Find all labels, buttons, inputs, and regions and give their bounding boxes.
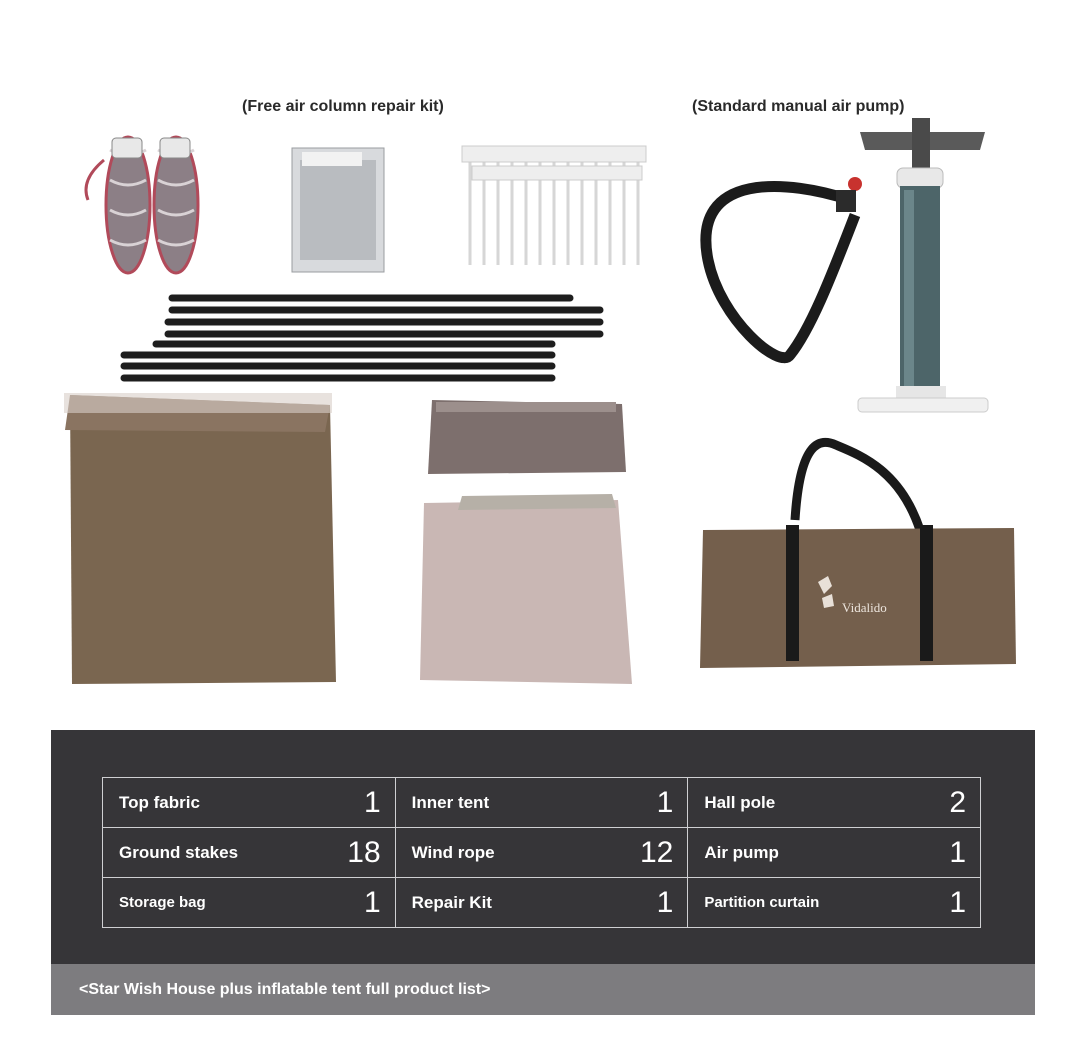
table-cell	[688, 828, 981, 878]
table-cell	[103, 828, 396, 878]
item-quantity: 2	[949, 785, 966, 819]
item-quantity: 1	[656, 785, 674, 819]
air-pump	[858, 118, 988, 412]
ground-stakes	[462, 146, 646, 265]
table-cell	[395, 778, 688, 828]
bag-logo: Vidalido	[842, 600, 887, 615]
storage-bag	[700, 442, 1016, 668]
item-quantity: 1	[949, 885, 966, 919]
table-row	[103, 828, 981, 878]
item-label: Air pump	[704, 842, 779, 862]
table-cell	[103, 878, 396, 928]
product-list-panel	[51, 730, 1035, 1015]
table-row	[103, 778, 981, 828]
item-label: Ground stakes	[119, 842, 239, 862]
item-quantity: 1	[656, 885, 674, 919]
table-row	[103, 878, 981, 928]
table-cell	[688, 778, 981, 828]
table-cell	[103, 778, 396, 828]
hall-poles	[124, 298, 600, 378]
partition-curtain	[428, 400, 626, 474]
table-cell	[395, 828, 688, 878]
item-quantity: 1	[363, 885, 381, 919]
item-label: Wind rope	[411, 842, 495, 862]
product-list-caption: <Star Wish House plus inflatable tent full product list>	[51, 964, 1035, 1015]
item-label: Top fabric	[119, 792, 200, 812]
air-pump-hose	[706, 177, 862, 358]
item-label: Storage bag	[119, 894, 206, 911]
inner-tent	[420, 494, 632, 684]
item-quantity: 1	[363, 785, 381, 819]
repair-kit-packet	[292, 148, 384, 272]
item-quantity: 1	[949, 835, 966, 869]
item-label: Hall pole	[704, 792, 776, 812]
item-quantity: 12	[639, 835, 674, 869]
top-fabric	[64, 393, 336, 684]
item-label: Repair Kit	[411, 892, 492, 912]
repair-kit-caption: (Free air column repair kit)	[242, 98, 444, 115]
wind-rope-coils	[86, 137, 198, 273]
air-pump-caption: (Standard manual air pump)	[692, 98, 905, 115]
item-label: Inner tent	[411, 792, 490, 812]
table-cell	[688, 878, 981, 928]
product-list-table	[102, 777, 981, 928]
item-quantity: 18	[347, 835, 381, 869]
item-label: Partition curtain	[704, 894, 820, 911]
table-cell	[395, 878, 688, 928]
